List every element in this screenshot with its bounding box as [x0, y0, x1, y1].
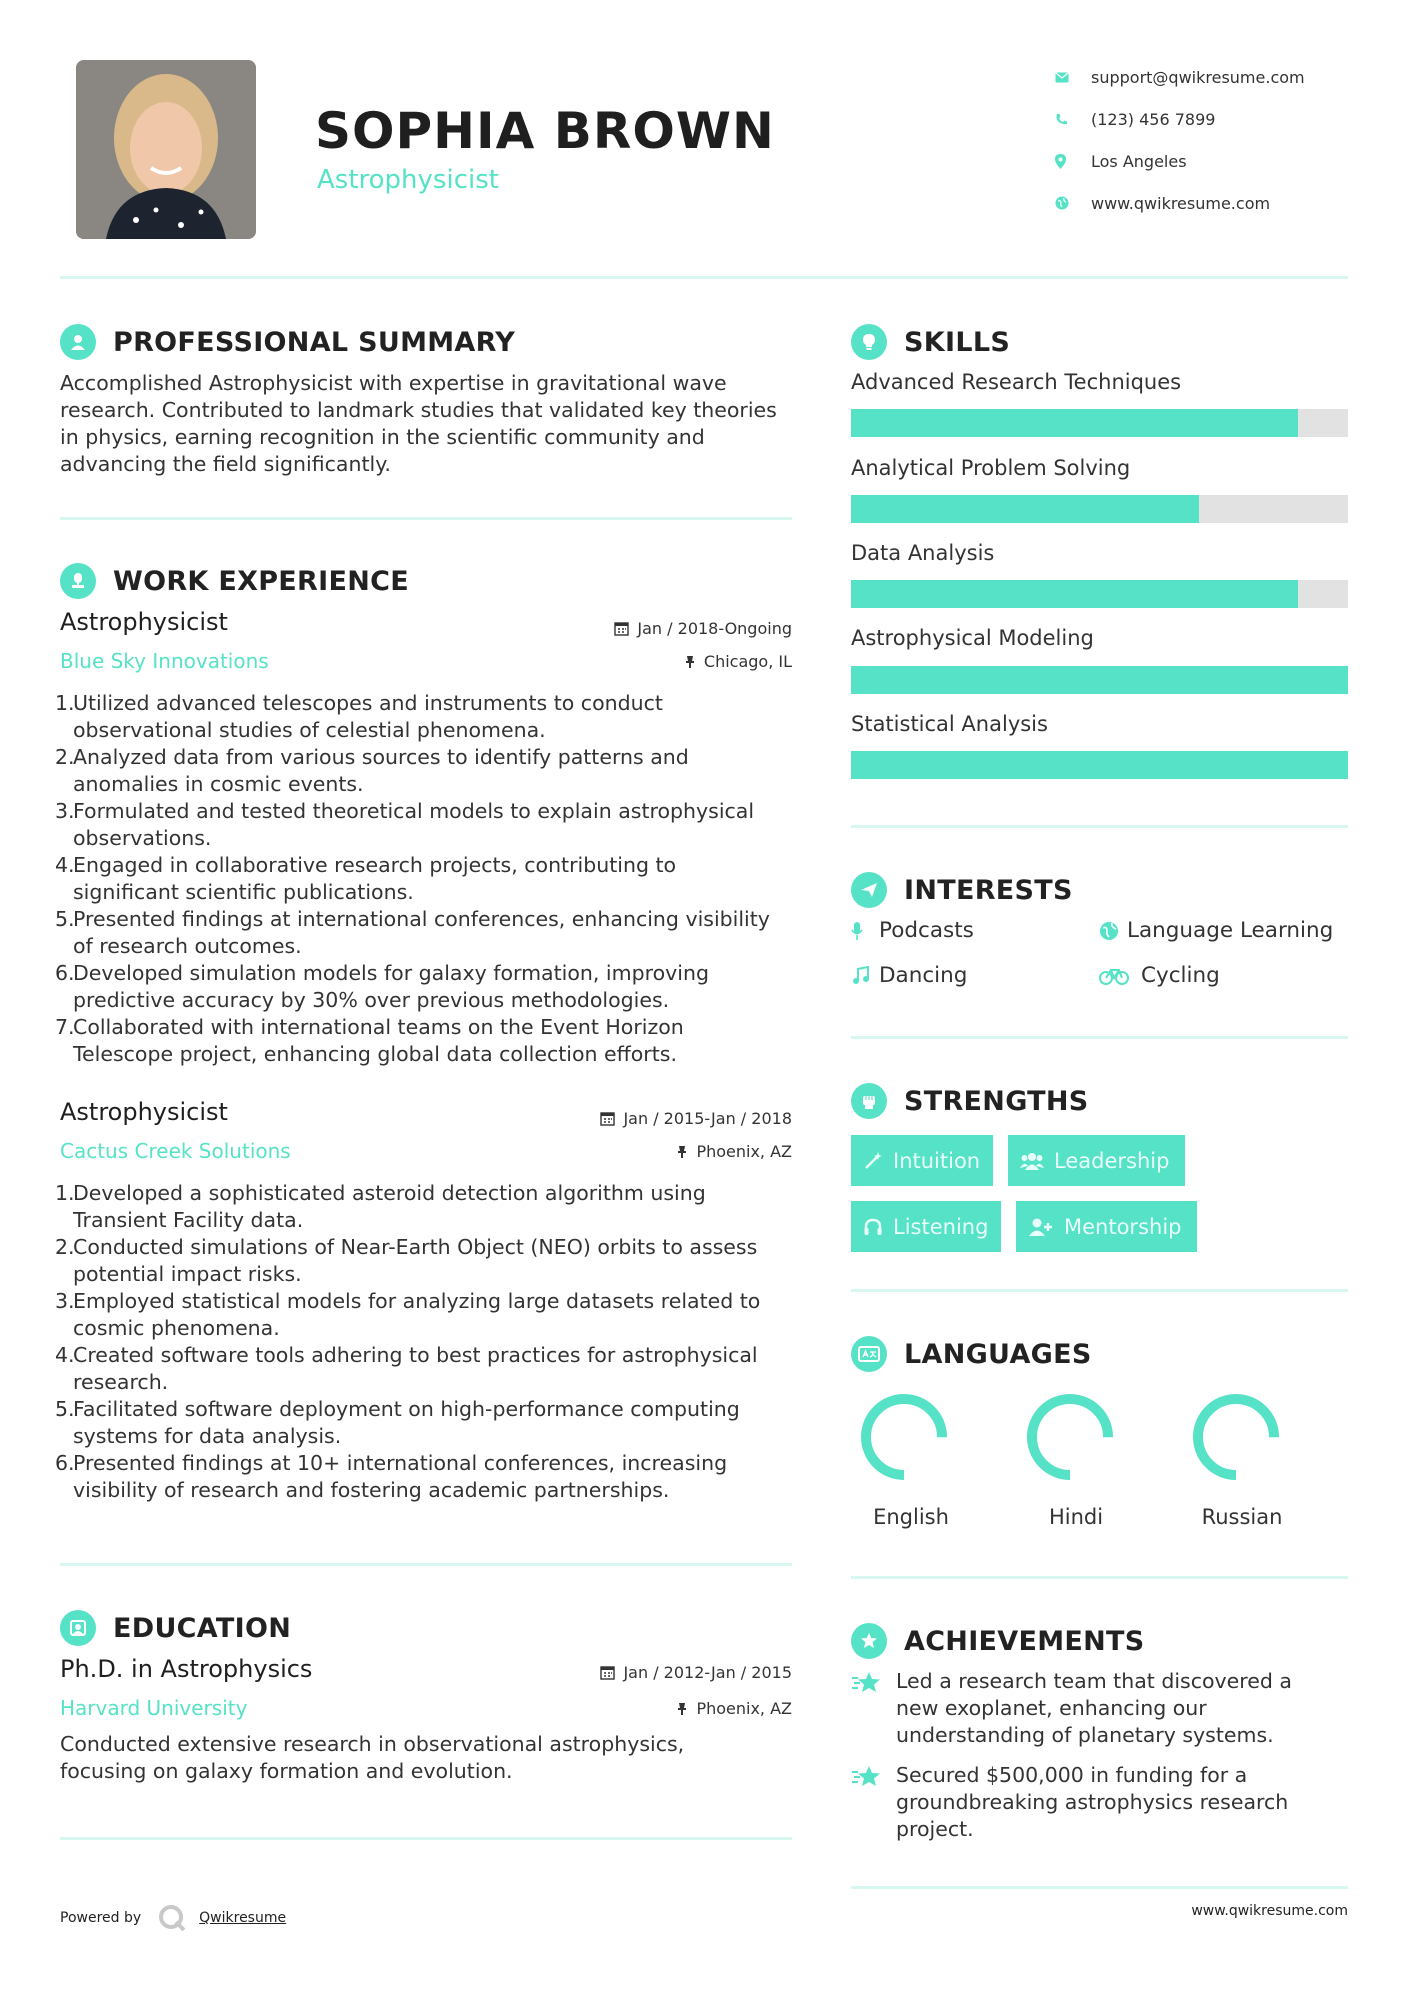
skills-heading: SKILLS	[851, 324, 1010, 360]
skill-name: Astrophysical Modeling	[851, 626, 1094, 650]
education-location: Phoenix, AZ	[676, 1699, 792, 1718]
achievement-item: Led a research team that discovered a new exoplanet, enhancing our understanding of planetary systems.	[851, 1668, 1292, 1749]
language-name: Hindi	[1048, 1505, 1104, 1529]
list-item: 5. Presented findings at international conferences, enhancing visibility of research outcomes.	[55, 907, 770, 958]
interest-item: Language Learning	[1099, 918, 1333, 943]
list-item: 4. Created software tools adhering to best practices for astrophysical research.	[55, 1343, 758, 1394]
header-divider	[60, 276, 1348, 279]
podium-icon	[60, 563, 96, 599]
user-icon	[60, 324, 96, 360]
music-note-icon	[851, 966, 879, 986]
footer-powered: Powered by Qwikresume	[60, 1903, 286, 1933]
languages-heading: LANGUAGES	[851, 1336, 1092, 1372]
lightbulb-icon	[851, 324, 887, 360]
contact-email-text: support@qwikresume.com	[1091, 67, 1305, 87]
education-divider	[60, 1837, 792, 1840]
job-location: Phoenix, AZ	[676, 1142, 792, 1161]
star-icon	[851, 1668, 896, 1749]
contact-phone-text: (123) 456 7899	[1091, 109, 1216, 129]
skill-bar	[851, 495, 1348, 523]
skill-bar-fill	[851, 666, 1348, 694]
degree: Ph.D. in Astrophysics	[60, 1655, 313, 1683]
job-title: Astrophysicist	[60, 608, 228, 636]
skill-bar-fill	[851, 495, 1199, 523]
strength-badge: Mentorship	[1016, 1201, 1197, 1252]
headphones-icon	[863, 1217, 883, 1237]
list-item: 2. Conducted simulations of Near-Earth Object (NEO) orbits to assess potential impact risks.	[55, 1235, 758, 1286]
skill-bar	[851, 580, 1348, 608]
phone-icon	[1055, 113, 1091, 126]
globe-icon	[1055, 196, 1091, 210]
skill-bar-fill	[851, 751, 1348, 779]
list-item: 4. Engaged in collaborative research projects, contributing to significant scientific publications.	[55, 853, 677, 904]
list-item: 3. Formulated and tested theoretical models to explain astrophysical observations.	[55, 799, 755, 850]
summary-heading: PROFESSIONAL SUMMARY	[60, 324, 515, 360]
qwikresume-logo-icon	[157, 1903, 187, 1933]
candidate-name: SOPHIA BROWN	[315, 102, 775, 160]
skill-bar	[851, 666, 1348, 694]
contact-location-text: Los Angeles	[1091, 151, 1187, 171]
strengths-divider	[851, 1289, 1348, 1292]
magic-wand-icon	[863, 1151, 883, 1171]
language-ring-arc	[866, 1399, 942, 1475]
skill-name: Advanced Research Techniques	[851, 370, 1182, 394]
calendar-icon	[600, 1665, 615, 1680]
job-1-header	[60, 608, 792, 678]
school: Harvard University	[60, 1696, 248, 1720]
skill-name: Statistical Analysis	[851, 712, 1048, 736]
interests-heading: INTERESTS	[851, 872, 1073, 908]
paper-plane-icon	[851, 872, 887, 908]
interest-item: Dancing	[851, 963, 967, 988]
envelope-icon	[1055, 72, 1091, 83]
footer-url[interactable]: www.qwikresume.com	[1191, 1903, 1348, 1919]
language-ring-arc	[1032, 1399, 1108, 1475]
contact-block	[1055, 56, 1305, 224]
language-ring	[859, 1392, 949, 1482]
list-item: 1. Utilized advanced telescopes and instruments to conduct observational studies of celestial phenomena.	[55, 691, 663, 742]
list-item: 5. Facilitated software deployment on high-performance computing systems for data analysis.	[55, 1397, 740, 1448]
achievement-item: Secured $500,000 in funding for a groundbreaking astrophysics research project.	[851, 1762, 1288, 1843]
languages-divider	[851, 1576, 1348, 1579]
pin-icon	[684, 655, 696, 669]
job-company: Cactus Creek Solutions	[60, 1139, 291, 1163]
user-plus-icon	[1028, 1217, 1054, 1237]
profile-photo	[76, 60, 256, 239]
summary-text: Accomplished Astrophysicist with expertise in gravitational wave research. Contributed to landmark studies that validated key theories in physics, earning recognition in the scientific community and advancing the field significantly.	[60, 371, 777, 476]
users-icon	[1020, 1151, 1044, 1171]
list-item: 2. Analyzed data from various sources to identify patterns and anomalies in cosmic events.	[55, 745, 689, 796]
qwikresume-link[interactable]: Qwikresume	[199, 1910, 287, 1926]
microphone-icon	[851, 921, 879, 941]
contact-email[interactable]	[1055, 56, 1305, 98]
map-pin-icon	[1055, 154, 1091, 169]
skill-bar-fill	[851, 409, 1298, 437]
skill-name: Data Analysis	[851, 541, 995, 565]
interest-item: Cycling	[1099, 963, 1220, 988]
interests-divider	[851, 1036, 1348, 1039]
strength-badge: Leadership	[1008, 1135, 1185, 1186]
pin-icon	[676, 1702, 688, 1716]
job-2-header	[60, 1098, 792, 1168]
list-item: 6. Developed simulation models for galaxy formation, improving predictive accuracy by 30% over previous methodologies.	[55, 961, 709, 1012]
list-item: 1. Developed a sophisticated asteroid detection algorithm using Transient Facility data.	[55, 1181, 706, 1232]
language-name: English	[873, 1505, 949, 1529]
contact-website-text: www.qwikresume.com	[1091, 193, 1271, 213]
award-icon	[851, 1623, 887, 1659]
bicycle-icon	[1099, 967, 1141, 985]
list-item: 6. Presented findings at 10+ international conferences, increasing visibility of research and fostering academic partnerships.	[55, 1451, 728, 1502]
job-2-bullets	[55, 1180, 760, 1504]
strength-badge: Intuition	[851, 1135, 993, 1186]
work-divider	[60, 1563, 792, 1566]
achievements-divider	[851, 1886, 1348, 1889]
language-ring	[1025, 1392, 1115, 1482]
education-header	[60, 1655, 792, 1725]
language-ring-arc	[1198, 1399, 1274, 1475]
list-item: 3. Employed statistical models for analyzing large datasets related to cosmic phenomena.	[55, 1289, 761, 1340]
education-heading: EDUCATION	[60, 1610, 291, 1646]
achievements-heading: ACHIEVEMENTS	[851, 1623, 1145, 1659]
job-date: Jan / 2015-Jan / 2018	[600, 1109, 792, 1128]
candidate-title: Astrophysicist	[317, 165, 499, 195]
work-heading: WORK EXPERIENCE	[60, 563, 409, 599]
list-item: 7. Collaborated with international teams on the Event Horizon Telescope project, enhancing global data collection efforts.	[55, 1015, 684, 1066]
job-company: Blue Sky Innovations	[60, 649, 269, 673]
job-title: Astrophysicist	[60, 1098, 228, 1126]
education-text: Conducted extensive research in observational astrophysics, focusing on galaxy formation and evolution.	[60, 1732, 685, 1783]
language-name: Russian	[1201, 1505, 1283, 1529]
summary-divider	[60, 517, 792, 520]
education-date: Jan / 2012-Jan / 2015	[600, 1663, 792, 1682]
job-date: Jan / 2018-Ongoing	[614, 619, 792, 638]
contact-phone[interactable]	[1055, 98, 1305, 140]
skill-bar	[851, 409, 1348, 437]
strength-badge: Listening	[851, 1201, 1001, 1252]
contact-location	[1055, 140, 1305, 182]
interest-item: Podcasts	[851, 918, 974, 943]
calendar-icon	[614, 621, 629, 636]
job-1-bullets	[55, 690, 770, 1068]
skill-name: Analytical Problem Solving	[851, 456, 1131, 480]
skill-bar-fill	[851, 580, 1298, 608]
globe-icon	[1099, 921, 1127, 941]
graduate-icon	[60, 1610, 96, 1646]
pin-icon	[676, 1145, 688, 1159]
skills-divider	[851, 825, 1348, 828]
contact-website[interactable]	[1055, 182, 1305, 224]
star-icon	[851, 1762, 896, 1843]
language-icon	[851, 1336, 887, 1372]
strengths-heading: STRENGTHS	[851, 1083, 1089, 1119]
job-location: Chicago, IL	[684, 652, 792, 671]
skill-bar	[851, 751, 1348, 779]
fist-icon	[851, 1083, 887, 1119]
language-ring	[1191, 1392, 1281, 1482]
calendar-icon	[600, 1111, 615, 1126]
